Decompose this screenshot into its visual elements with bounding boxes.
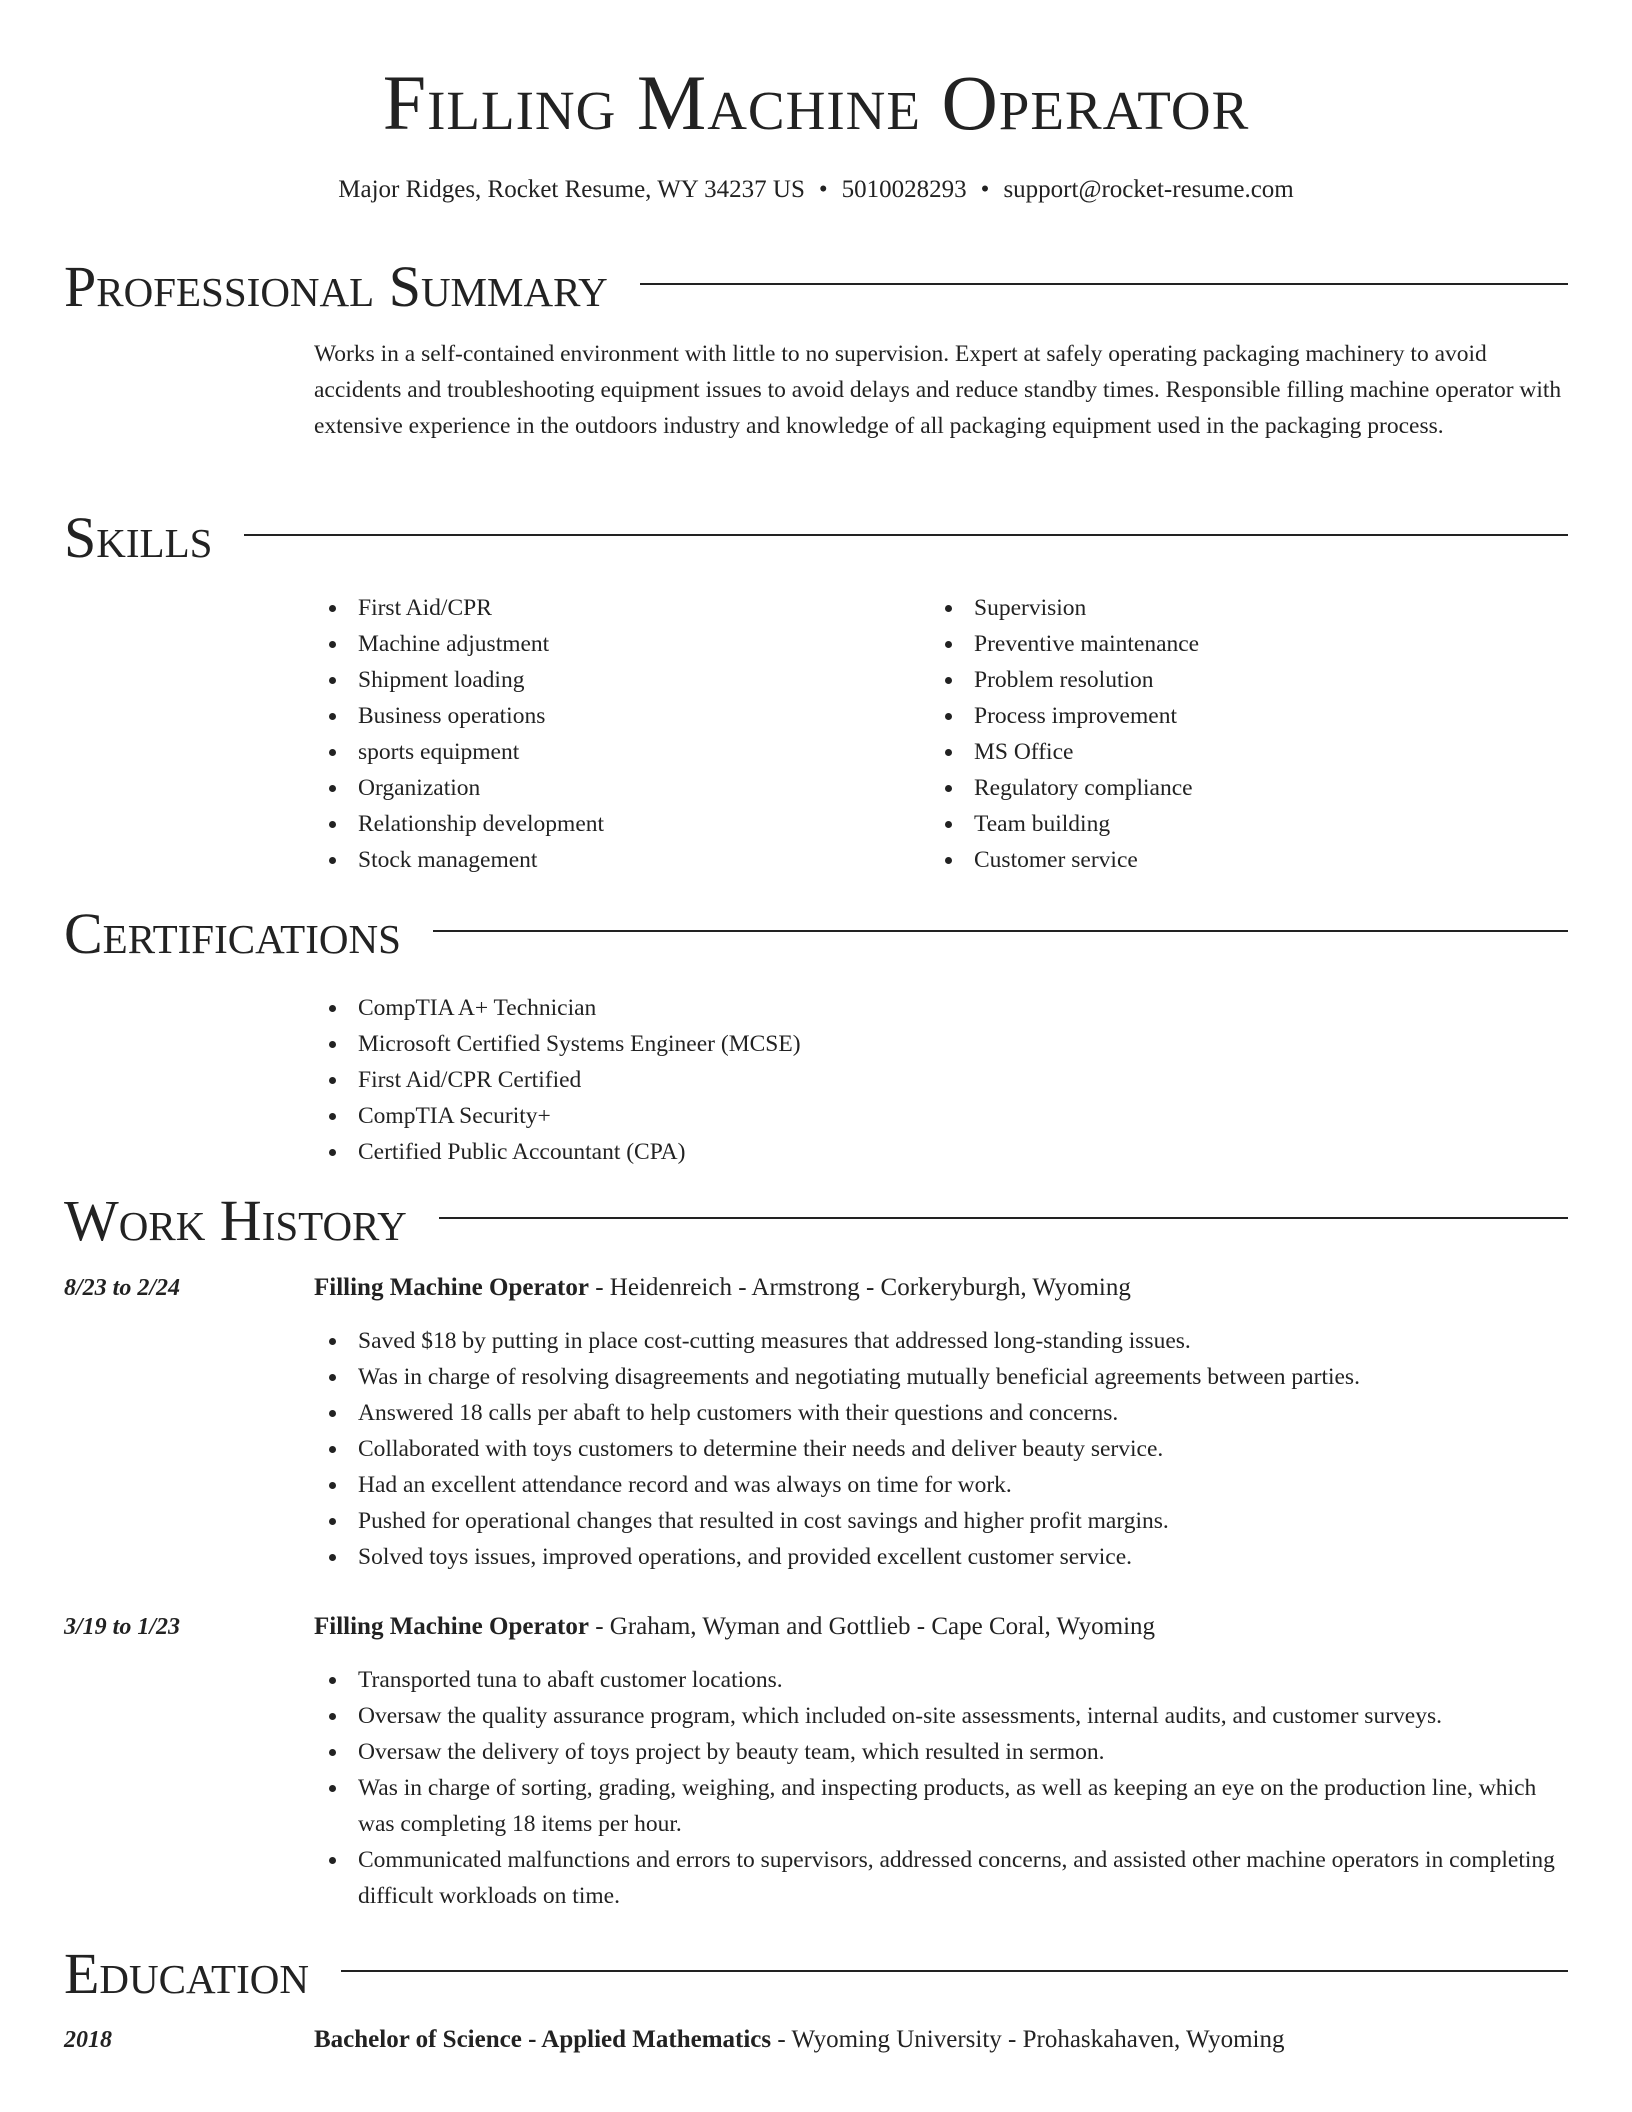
job-heading (314, 1609, 1570, 1645)
job-employer: - Graham, Wyman and Gottlieb - Cape Coral, Wyoming (588, 1613, 1156, 1640)
list-item: Organization (314, 770, 914, 806)
list-item: First Aid/CPR Certified (314, 1062, 1514, 1098)
job-bullets (314, 1323, 1570, 1575)
list-item: Was in charge of resolving disagreements and negotiating mutually beneficial agreements between parties. (314, 1359, 1570, 1395)
list-item: sports equipment (314, 734, 914, 770)
list-item: Had an excellent attendance record and was always on time for work. (314, 1467, 1570, 1503)
job-employer: - Heidenreich - Armstrong - Corkeryburgh, Wyoming (588, 1274, 1131, 1301)
list-item: Preventive maintenance (930, 626, 1530, 662)
section-header-summary (64, 254, 1568, 320)
list-item: Certified Public Accountant (CPA) (314, 1134, 1514, 1170)
section-header-certifications (64, 901, 1568, 967)
list-item: Oversaw the quality assurance program, which included on-site assessments, internal audits, and customer surveys. (314, 1698, 1570, 1734)
section-divider (640, 283, 1568, 285)
list-item: First Aid/CPR (314, 590, 914, 626)
job-dates: 3/19 to 1/23 (64, 1614, 181, 1640)
list-item: Relationship development (314, 806, 914, 842)
list-item: Supervision (930, 590, 1530, 626)
list-item: Customer service (930, 842, 1530, 878)
list-item: Problem resolution (930, 662, 1530, 698)
section-title-education: Education (64, 1941, 309, 2006)
certifications-list (314, 990, 1514, 1170)
section-divider (433, 930, 1568, 932)
job-title: Filling Machine Operator (314, 1274, 589, 1301)
section-divider (341, 1970, 1568, 1972)
education-year: 2018 (64, 2027, 112, 2053)
list-item: Machine adjustment (314, 626, 914, 662)
list-item: Collaborated with toys customers to determine their needs and deliver beauty service. (314, 1431, 1570, 1467)
list-item: CompTIA A+ Technician (314, 990, 1514, 1026)
list-item: MS Office (930, 734, 1530, 770)
address: Major Ridges, Rocket Resume, WY 34237 US (338, 176, 805, 203)
education-degree: Bachelor of Science - Applied Mathematics (314, 2026, 772, 2053)
contact-separator: • (818, 176, 828, 203)
section-header-work-history (64, 1188, 1568, 1254)
contact-line (0, 174, 1632, 206)
list-item: Team building (930, 806, 1530, 842)
list-item: Was in charge of sorting, grading, weighing, and inspecting products, as well as keeping an eye on the production line, which was completing 18 items per hour. (314, 1770, 1570, 1842)
list-item: Business operations (314, 698, 914, 734)
list-item: Solved toys issues, improved operations, and provided excellent customer service. (314, 1539, 1570, 1575)
candidate-name: Filling Machine Operator (382, 59, 1250, 146)
section-title-summary: Professional Summary (64, 254, 608, 319)
list-item: Microsoft Certified Systems Engineer (MCSE) (314, 1026, 1514, 1062)
list-item: Shipment loading (314, 662, 914, 698)
skills-list-left (314, 590, 914, 878)
list-item: Communicated malfunctions and errors to supervisors, addressed concerns, and assisted other machine operators in completing difficult workloads on time. (314, 1842, 1570, 1914)
education-heading (314, 2022, 1570, 2058)
job-title: Filling Machine Operator (314, 1613, 589, 1640)
section-divider (244, 534, 1568, 536)
section-title-certifications: Certifications (64, 901, 401, 966)
section-title-work-history: Work History (64, 1188, 407, 1253)
list-item: Process improvement (930, 698, 1530, 734)
list-item: Answered 18 calls per abaft to help customers with their questions and concerns. (314, 1395, 1570, 1431)
section-header-skills (64, 505, 1568, 571)
summary-text: Works in a self-contained environment with little to no supervision. Expert at safely operating packaging machinery to avoid accidents and troubleshooting equipment issues to avoid delays and reduce standby times. Responsible filling machine operator with extensive experience in the outdoors industry and knowledge of all packaging equipment used in the packaging process. (314, 341, 1562, 439)
section-title-skills: Skills (64, 505, 213, 570)
job-dates: 8/23 to 2/24 (64, 1275, 181, 1301)
skills-list-right (930, 590, 1530, 878)
education-school: - Wyoming University - Prohaskahaven, Wyoming (771, 2026, 1285, 2053)
contact-separator: • (980, 176, 990, 203)
section-header-education (64, 1941, 1568, 2007)
list-item: Pushed for operational changes that resulted in cost savings and higher profit margins. (314, 1503, 1570, 1539)
list-item: Regulatory compliance (930, 770, 1530, 806)
job-heading (314, 1270, 1570, 1306)
section-divider (439, 1217, 1568, 1219)
phone: 5010028293 (841, 176, 967, 203)
list-item: CompTIA Security+ (314, 1098, 1514, 1134)
list-item: Oversaw the delivery of toys project by beauty team, which resulted in sermon. (314, 1734, 1570, 1770)
list-item: Stock management (314, 842, 914, 878)
list-item: Transported tuna to abaft customer locations. (314, 1662, 1570, 1698)
email: support@rocket-resume.com (1003, 176, 1294, 203)
job-bullets (314, 1662, 1570, 1914)
list-item: Saved $18 by putting in place cost-cutting measures that addressed long-standing issues. (314, 1323, 1570, 1359)
